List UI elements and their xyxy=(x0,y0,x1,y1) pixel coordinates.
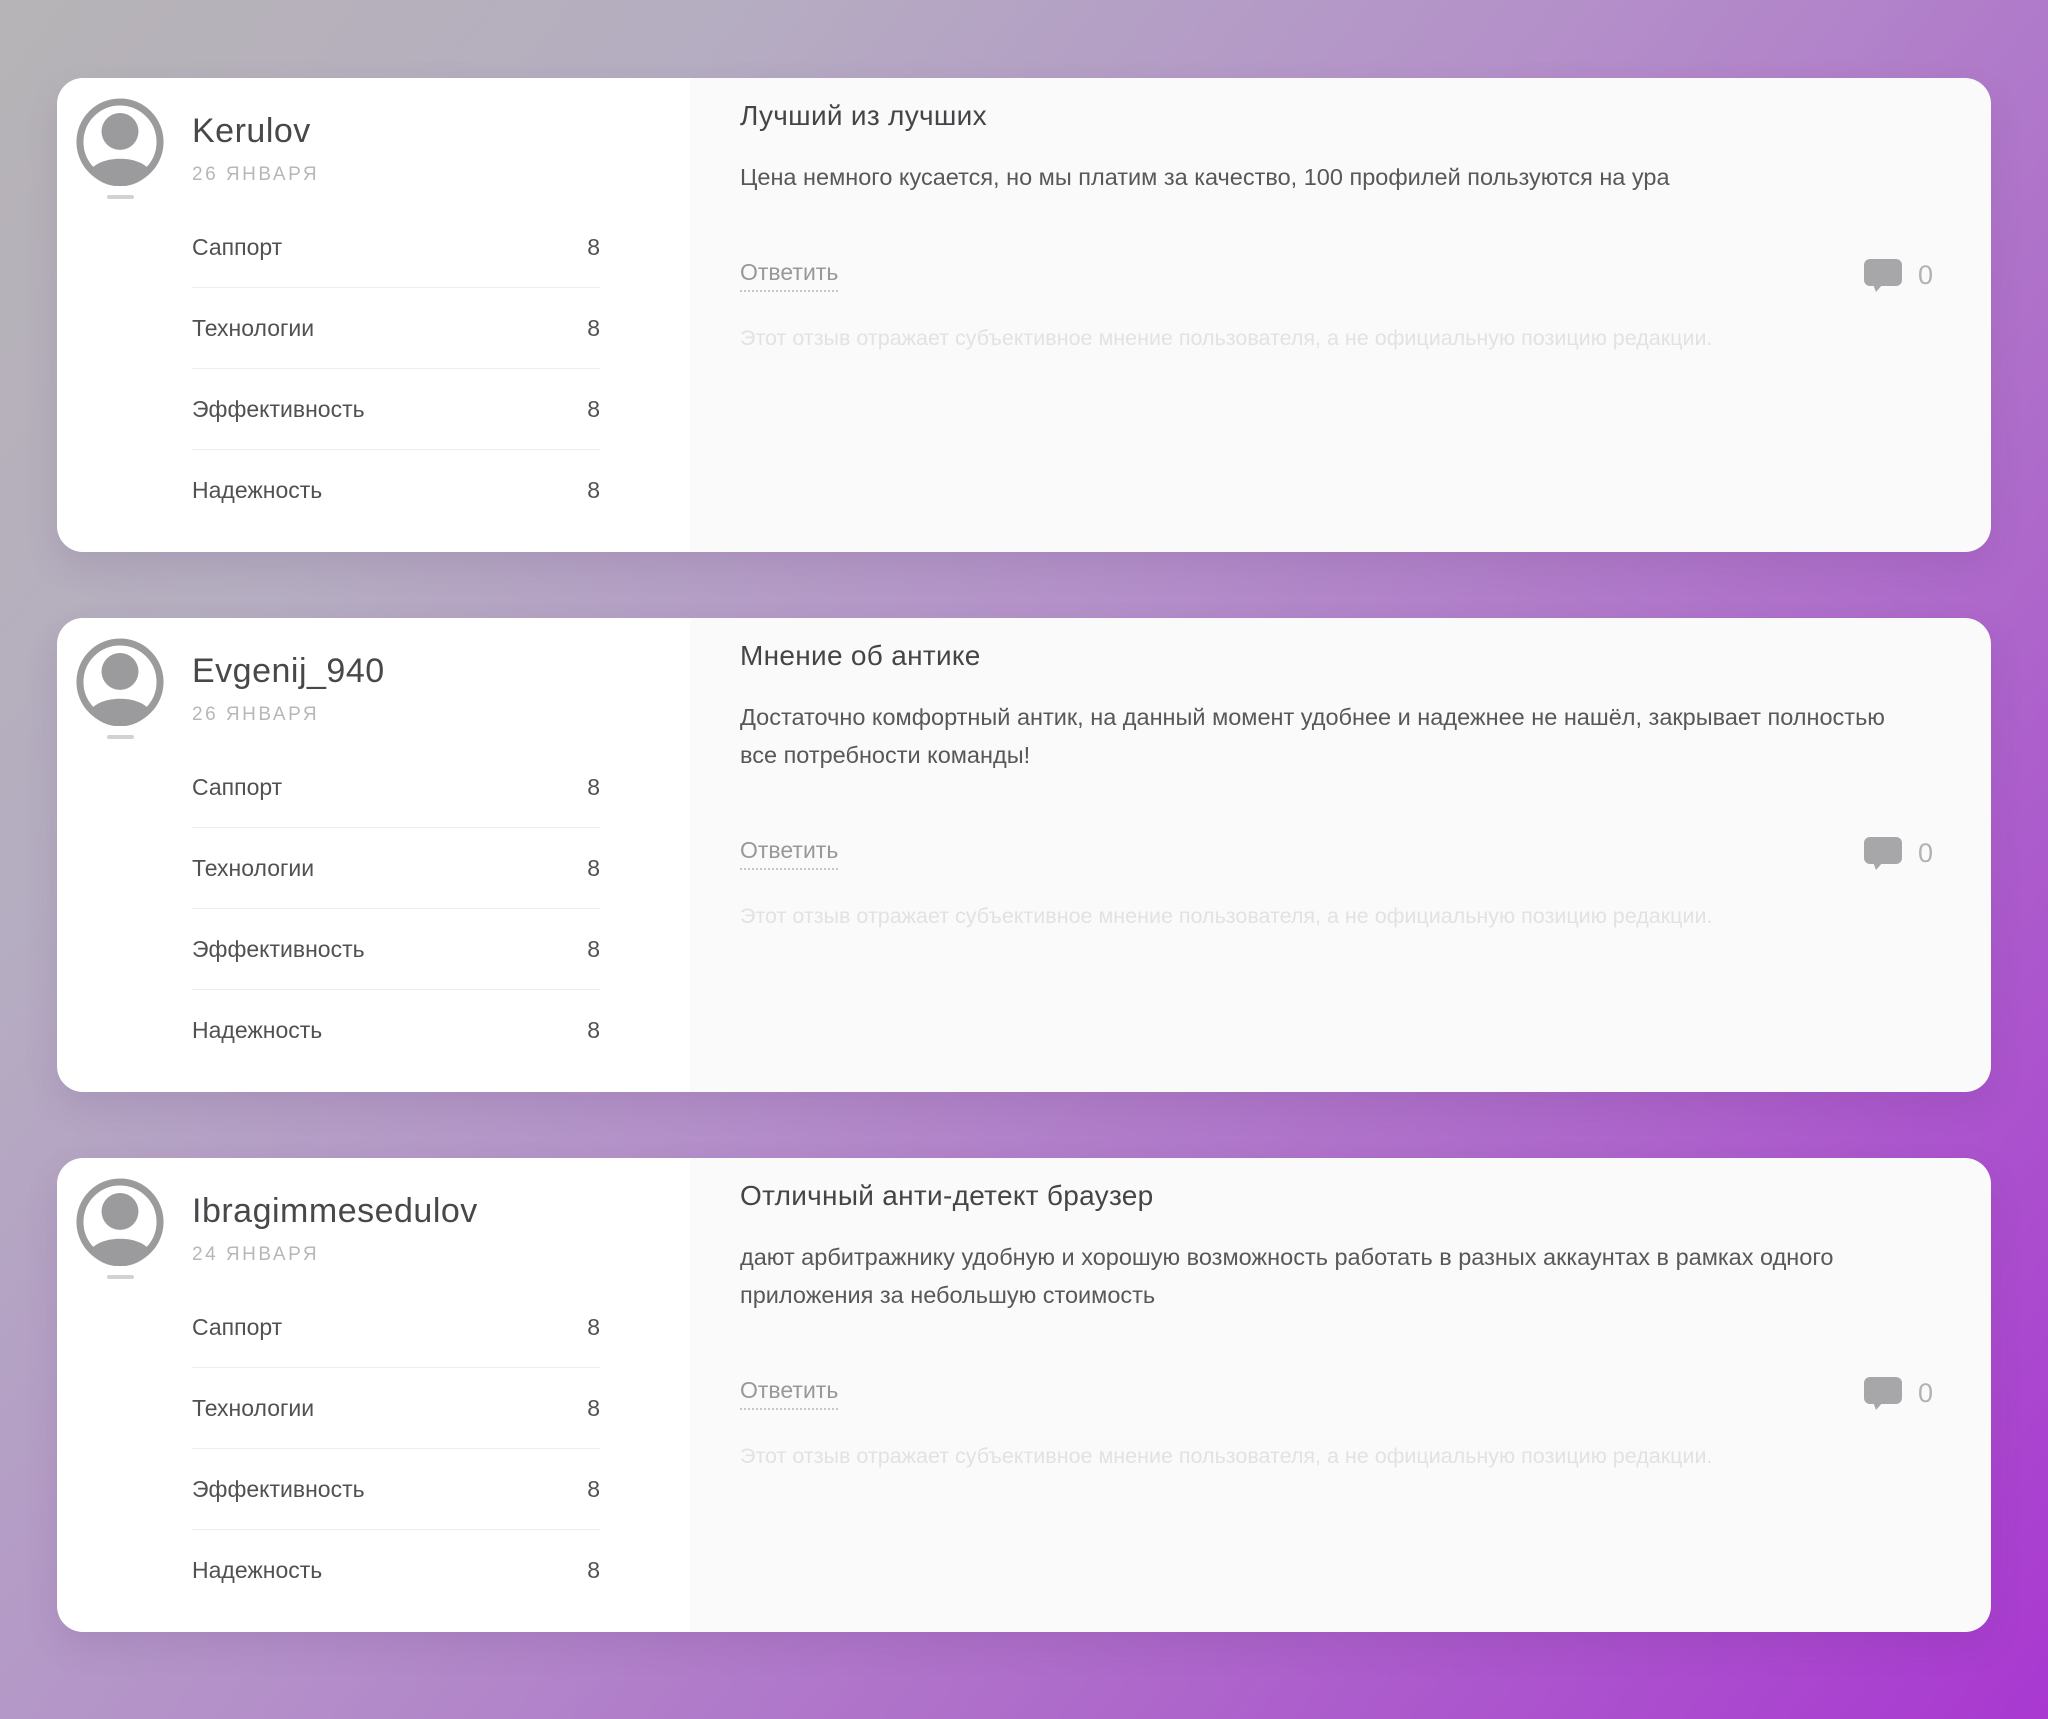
rating-label: Саппорт xyxy=(192,1313,283,1340)
review-card-content xyxy=(690,78,1991,552)
rating-row xyxy=(192,1530,600,1610)
username: Evgenij_940 xyxy=(192,652,385,690)
user-meta xyxy=(192,1178,478,1279)
speech-bubble-icon xyxy=(1863,836,1903,870)
comment-count: 0 xyxy=(1917,1377,1933,1408)
rating-row xyxy=(192,450,600,530)
reply-button[interactable]: Ответить xyxy=(740,837,838,870)
review-body: дают арбитражнику удобную и хорошую возможность работать в разных аккаунтах в рамках одного приложения за небольшую стоимость xyxy=(740,1244,1834,1308)
speech-bubble-icon xyxy=(1863,258,1903,292)
username: Kerulov xyxy=(192,112,311,150)
comments-counter[interactable] xyxy=(1863,1376,1933,1410)
avatar-dash-icon xyxy=(107,735,134,739)
rating-value: 8 xyxy=(587,1016,600,1043)
rating-label: Эффективность xyxy=(192,395,365,422)
reply-button[interactable]: Ответить xyxy=(740,1377,838,1410)
person-placeholder-icon xyxy=(76,638,164,726)
review-disclaimer: Этот отзыв отражает субъективное мнение пользователя, а не официальную позицию редакции. xyxy=(740,1444,1713,1468)
review-card xyxy=(57,78,1991,552)
rating-row xyxy=(192,990,600,1070)
rating-row xyxy=(192,207,600,288)
rating-value: 8 xyxy=(587,1313,600,1340)
rating-row xyxy=(192,909,600,990)
review-actions xyxy=(740,836,1933,870)
rating-value: 8 xyxy=(587,854,600,881)
avatar-dash-icon xyxy=(107,1275,134,1279)
rating-label: Технологии xyxy=(192,314,315,341)
review-date: 24 ЯНВАРЯ xyxy=(192,1244,320,1265)
review-disclaimer: Этот отзыв отражает субъективное мнение пользователя, а не официальную позицию редакции. xyxy=(740,326,1713,350)
ratings-list xyxy=(192,747,600,1070)
review-actions xyxy=(740,1376,1933,1410)
rating-value: 8 xyxy=(587,1556,600,1583)
rating-row xyxy=(192,1449,600,1530)
avatar xyxy=(72,638,168,739)
ratings-list xyxy=(192,207,600,530)
review-card-content xyxy=(690,618,1991,1092)
rating-value: 8 xyxy=(587,1394,600,1421)
reply-button[interactable]: Ответить xyxy=(740,259,838,292)
rating-row xyxy=(192,747,600,828)
comment-count: 0 xyxy=(1917,259,1933,290)
speech-bubble-icon xyxy=(1863,1376,1903,1410)
review-card-left xyxy=(57,1158,690,1632)
rating-value: 8 xyxy=(587,935,600,962)
rating-label: Технологии xyxy=(192,1394,315,1421)
review-date: 26 ЯНВАРЯ xyxy=(192,164,320,185)
avatar xyxy=(72,1178,168,1279)
review-card xyxy=(57,618,1991,1092)
rating-label: Технологии xyxy=(192,854,315,881)
review-card-left xyxy=(57,618,690,1092)
avatar-dash-icon xyxy=(107,195,134,199)
person-placeholder-icon xyxy=(76,1178,164,1266)
review-title: Отличный анти-детект браузер xyxy=(740,1180,1154,1211)
rating-value: 8 xyxy=(587,476,600,503)
user-header xyxy=(72,98,640,199)
review-title: Мнение об антике xyxy=(740,640,981,671)
comments-counter[interactable] xyxy=(1863,836,1933,870)
review-card xyxy=(57,1158,1991,1632)
rating-label: Эффективность xyxy=(192,1475,365,1502)
ratings-list xyxy=(192,1287,600,1610)
rating-value: 8 xyxy=(587,395,600,422)
username: Ibragimmesedulov xyxy=(192,1192,478,1230)
comment-count: 0 xyxy=(1917,837,1933,868)
user-header xyxy=(72,638,640,739)
review-title: Лучший из лучших xyxy=(740,100,987,131)
avatar xyxy=(72,98,168,199)
review-body: Цена немного кусается, но мы платим за качество, 100 профилей пользуются на ура xyxy=(740,164,1670,190)
review-card-left xyxy=(57,78,690,552)
review-actions xyxy=(740,258,1933,292)
rating-row xyxy=(192,1287,600,1368)
rating-label: Эффективность xyxy=(192,935,365,962)
rating-value: 8 xyxy=(587,233,600,260)
review-date: 26 ЯНВАРЯ xyxy=(192,704,320,725)
person-placeholder-icon xyxy=(76,98,164,186)
rating-value: 8 xyxy=(587,314,600,341)
user-meta xyxy=(192,638,385,739)
comments-counter[interactable] xyxy=(1863,258,1933,292)
rating-row xyxy=(192,1368,600,1449)
rating-row xyxy=(192,288,600,369)
rating-row xyxy=(192,369,600,450)
rating-row xyxy=(192,828,600,909)
rating-label: Надежность xyxy=(192,476,323,503)
rating-label: Саппорт xyxy=(192,233,283,260)
rating-value: 8 xyxy=(587,1475,600,1502)
user-header xyxy=(72,1178,640,1279)
rating-label: Надежность xyxy=(192,1016,323,1043)
review-card-content xyxy=(690,1158,1991,1632)
review-disclaimer: Этот отзыв отражает субъективное мнение пользователя, а не официальную позицию редакции. xyxy=(740,904,1713,928)
rating-label: Саппорт xyxy=(192,773,283,800)
user-meta xyxy=(192,98,319,199)
review-body: Достаточно комфортный антик, на данный момент удобнее и надежнее не нашёл, закрывает полностью все потребности команды! xyxy=(740,704,1885,768)
rating-label: Надежность xyxy=(192,1556,323,1583)
rating-value: 8 xyxy=(587,773,600,800)
